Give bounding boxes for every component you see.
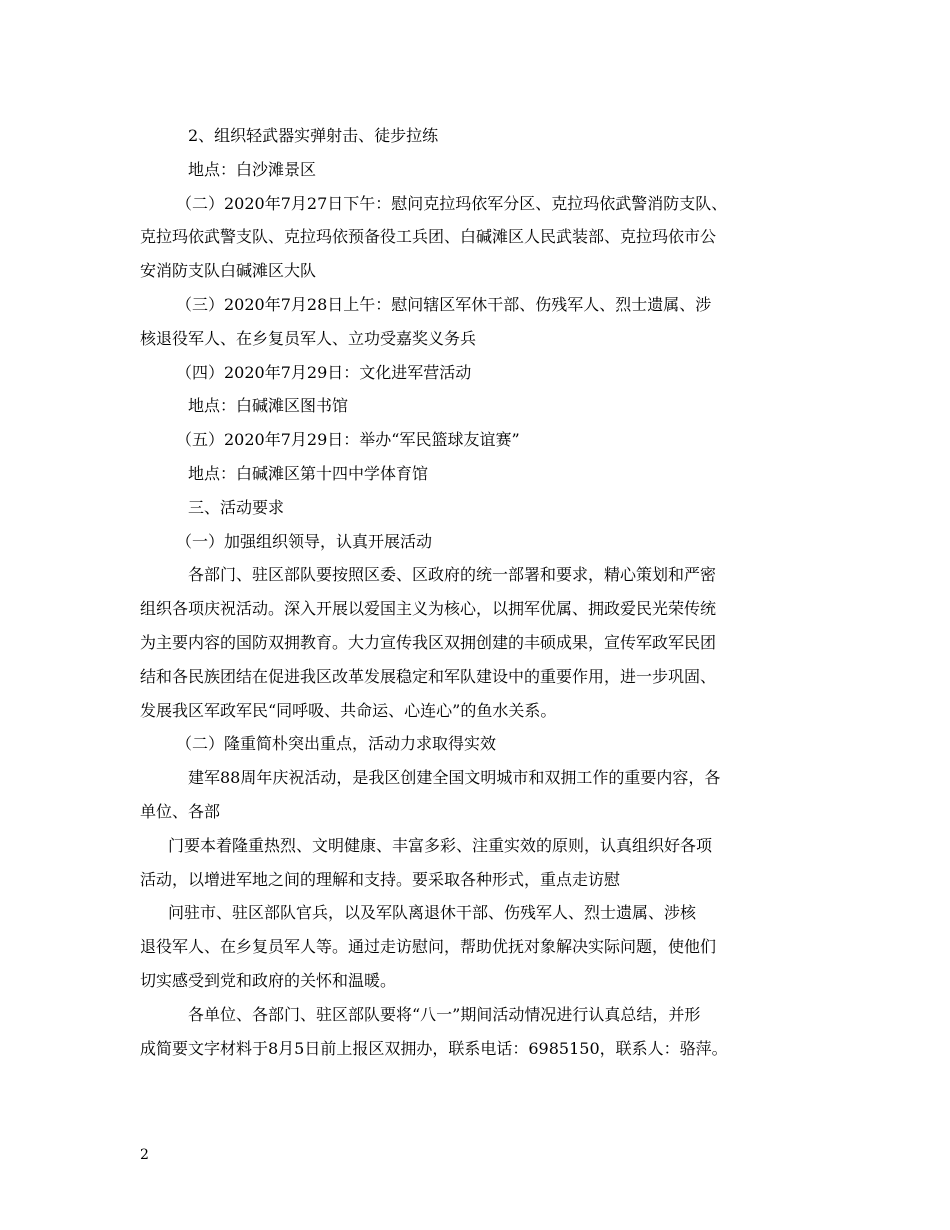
text-line: 核退役军人、在乡复员军人、立功受嘉奖义务兵: [140, 328, 477, 348]
text-line: 结和各民族团结在促进我区改革发展稳定和军队建设中的重要作用，进一步巩固、: [140, 666, 717, 686]
text-line: 问驻市、驻区部队官兵，以及军队离退休干部、伤残军人、烈士遗属、涉核: [168, 903, 697, 923]
text-line: 地点：白沙滩景区: [188, 159, 317, 179]
text-line: 退役军人、在乡复员军人等。通过走访慰问，帮助优抚对象解决实际问题，使他们: [140, 937, 717, 957]
text-line: 地点：白碱滩区图书馆: [188, 396, 349, 416]
text-line: （五）2020年7月29日：举办“军民篮球友谊赛”: [176, 430, 520, 450]
text-line: （三）2020年7月28日上午：慰问辖区军休干部、伤残军人、烈士遗属、涉: [176, 294, 712, 314]
text-line: 成简要文字材料于8月5日前上报区双拥办，联系电话：6985150，联系人：骆萍。: [140, 1038, 728, 1058]
text-line: （二）2020年7月27日下午：慰问克拉玛依军分区、克拉玛依武警消防支队、: [176, 193, 728, 213]
subsection-heading: （二）隆重简朴突出重点，活动力求取得实效: [176, 734, 497, 754]
text-line: 2、组织轻武器实弹射击、徒步拉练: [188, 126, 439, 145]
text-line: 门要本着隆重热烈、文明健康、丰富多彩、注重实效的原则，认真组织好各项: [168, 835, 713, 855]
body-text: [140, 119, 812, 1065]
text-line: 地点：白碱滩区第十四中学体育馆: [188, 463, 429, 483]
text-line: 各部门、驻区部队要按照区委、区政府的统一部署和要求，精心策划和严密: [188, 565, 717, 585]
text-line: 各单位、各部门、驻区部队要将“八一”期间活动情况进行认真总结，并形: [188, 1004, 701, 1024]
text-line: 建军88周年庆祝活动，是我区创建全国文明城市和双拥工作的重要内容，各: [188, 768, 721, 788]
text-line: 单位、各部: [140, 801, 221, 821]
text-line: 为主要内容的国防双拥教育。大力宣传我区双拥创建的丰硕成果，宣传军政军民团: [140, 632, 717, 652]
subsection-heading: （一）加强组织领导，认真开展活动: [176, 531, 433, 551]
text-line: （四）2020年7月29日：文化进军营活动: [176, 362, 472, 382]
text-line: 活动，以增进军地之间的理解和支持。要采取各种形式，重点走访慰: [140, 869, 621, 889]
text-line: 切实感受到党和政府的关怀和温暖。: [140, 970, 397, 990]
text-line: 发展我区军政军民“同呼吸、共命运、心连心”的鱼水关系。: [140, 700, 557, 720]
text-line: 组织各项庆祝活动。深入开展以爱国主义为核心，以拥军优属、拥政爱民光荣传统: [140, 599, 717, 619]
page-number: 2: [140, 1147, 149, 1163]
section-heading: 三、活动要求: [188, 497, 285, 517]
text-line: 安消防支队白碱滩区大队: [140, 261, 317, 281]
text-line: 克拉玛依武警支队、克拉玛依预备役工兵团、白碱滩区人民武装部、克拉玛依市公: [140, 227, 717, 247]
